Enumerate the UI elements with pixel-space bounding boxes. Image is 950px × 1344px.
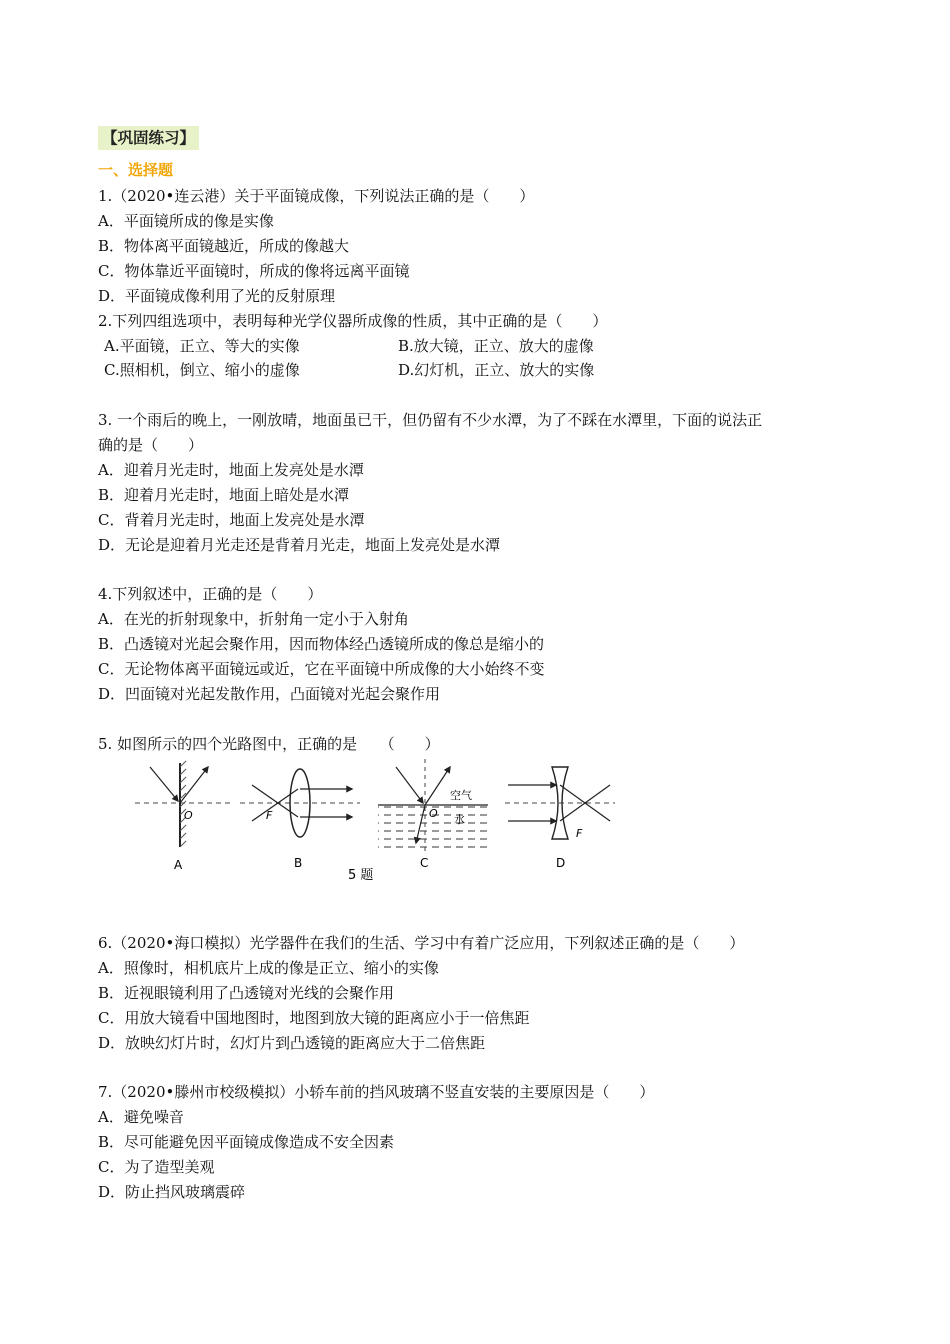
label-water: 水	[454, 813, 465, 826]
q1-stem: 1.（2020•连云港）关于平面镜成像，下列说法正确的是（ ）	[98, 187, 535, 205]
q5-stem: 5. 如图所示的四个光路图中，正确的是 （ ）	[98, 735, 440, 753]
q5-figure	[120, 755, 630, 885]
q1-option-a: A．平面镜所成的像是实像	[98, 212, 274, 230]
q4-option-d: D．凹面镜对光起发散作用，凸面镜对光起会聚作用	[98, 685, 441, 703]
figure-caption: 5 题	[348, 868, 374, 883]
label-b: B	[294, 856, 303, 870]
q2-option-a: A.平面镜，正立、等大的实像	[104, 337, 300, 355]
q1-option-c: C．物体靠近平面镜时，所成的像将远离平面镜	[98, 262, 410, 280]
label-c: C	[420, 856, 429, 870]
label-o-c: O	[429, 807, 438, 820]
q1-option-d: D．平面镜成像利用了光的反射原理	[98, 287, 336, 305]
label-f-d: F	[576, 827, 583, 840]
q7-option-a: A．避免噪音	[98, 1108, 184, 1126]
q7-option-b: B．尽可能避免因平面镜成像造成不安全因素	[98, 1133, 395, 1151]
q7-option-d: D．防止挡风玻璃震碎	[98, 1183, 246, 1201]
q2-stem: 2.下列四组选项中，表明每种光学仪器所成像的性质，其中正确的是（ ）	[98, 312, 608, 330]
q4-option-a: A．在光的折射现象中，折射角一定小于入射角	[98, 610, 409, 628]
label-a: A	[174, 858, 183, 872]
label-f-b: F	[266, 809, 273, 822]
section-title: 【巩固练习】	[98, 126, 199, 150]
q4-option-c: C．无论物体离平面镜远或近，它在平面镜中所成像的大小始终不变	[98, 660, 545, 678]
label-d: D	[556, 856, 566, 870]
diagram-b	[240, 769, 360, 870]
q7-option-c: C．为了造型美观	[98, 1158, 215, 1176]
diagram-d	[505, 767, 615, 870]
q6-option-c: C．用放大镜看中国地图时，地图到放大镜的距离应小于一倍焦距	[98, 1009, 530, 1027]
q1-option-b: B．物体离平面镜越近，所成的像越大	[98, 237, 350, 255]
q3-stem-line1: 3. 一个雨后的晚上，一刚放晴，地面虽已干，但仍留有不少水潭，为了不踩在水潭里，下面的说法正	[98, 411, 763, 429]
q6-stem: 6.（2020•海口模拟）光学器件在我们的生活、学习中有着广泛应用，下列叙述正确的是（ ）	[98, 934, 745, 952]
label-o-a: O	[184, 809, 193, 822]
q4-stem: 4.下列叙述中，正确的是（ ）	[98, 585, 323, 603]
q6-option-a: A．照像时，相机底片上成的像是正立、缩小的实像	[98, 959, 439, 977]
q2-option-c: C.照相机，倒立、缩小的虚像	[104, 361, 300, 379]
q2-option-b: B.放大镜，正立、放大的虚像	[398, 337, 594, 355]
subsection-title: 一、选择题	[98, 161, 174, 179]
diagram-c	[378, 759, 488, 870]
q3-stem-line2: 确的是（ ）	[98, 436, 204, 454]
q6-option-b: B．近视眼镜利用了凸透镜对光线的会聚作用	[98, 984, 395, 1002]
label-air: 空气	[450, 789, 472, 802]
diagram-a	[135, 761, 230, 872]
q4-option-b: B．凸透镜对光起会聚作用，因而物体经凸透镜所成的像总是缩小的	[98, 635, 545, 653]
q3-option-b: B．迎着月光走时，地面上暗处是水潭	[98, 486, 350, 504]
q2-option-d: D.幻灯机，正立、放大的实像	[398, 361, 595, 379]
q3-option-d: D．无论是迎着月光走还是背着月光走，地面上发亮处是水潭	[98, 536, 501, 554]
q6-option-d: D．放映幻灯片时，幻灯片到凸透镜的距离应大于二倍焦距	[98, 1034, 486, 1052]
q3-option-a: A．迎着月光走时，地面上发亮处是水潭	[98, 461, 364, 479]
q7-stem: 7.（2020•滕州市校级模拟）小轿车前的挡风玻璃不竖直安装的主要原因是（ ）	[98, 1083, 655, 1101]
q3-option-c: C．背着月光走时，地面上发亮处是水潭	[98, 511, 365, 529]
